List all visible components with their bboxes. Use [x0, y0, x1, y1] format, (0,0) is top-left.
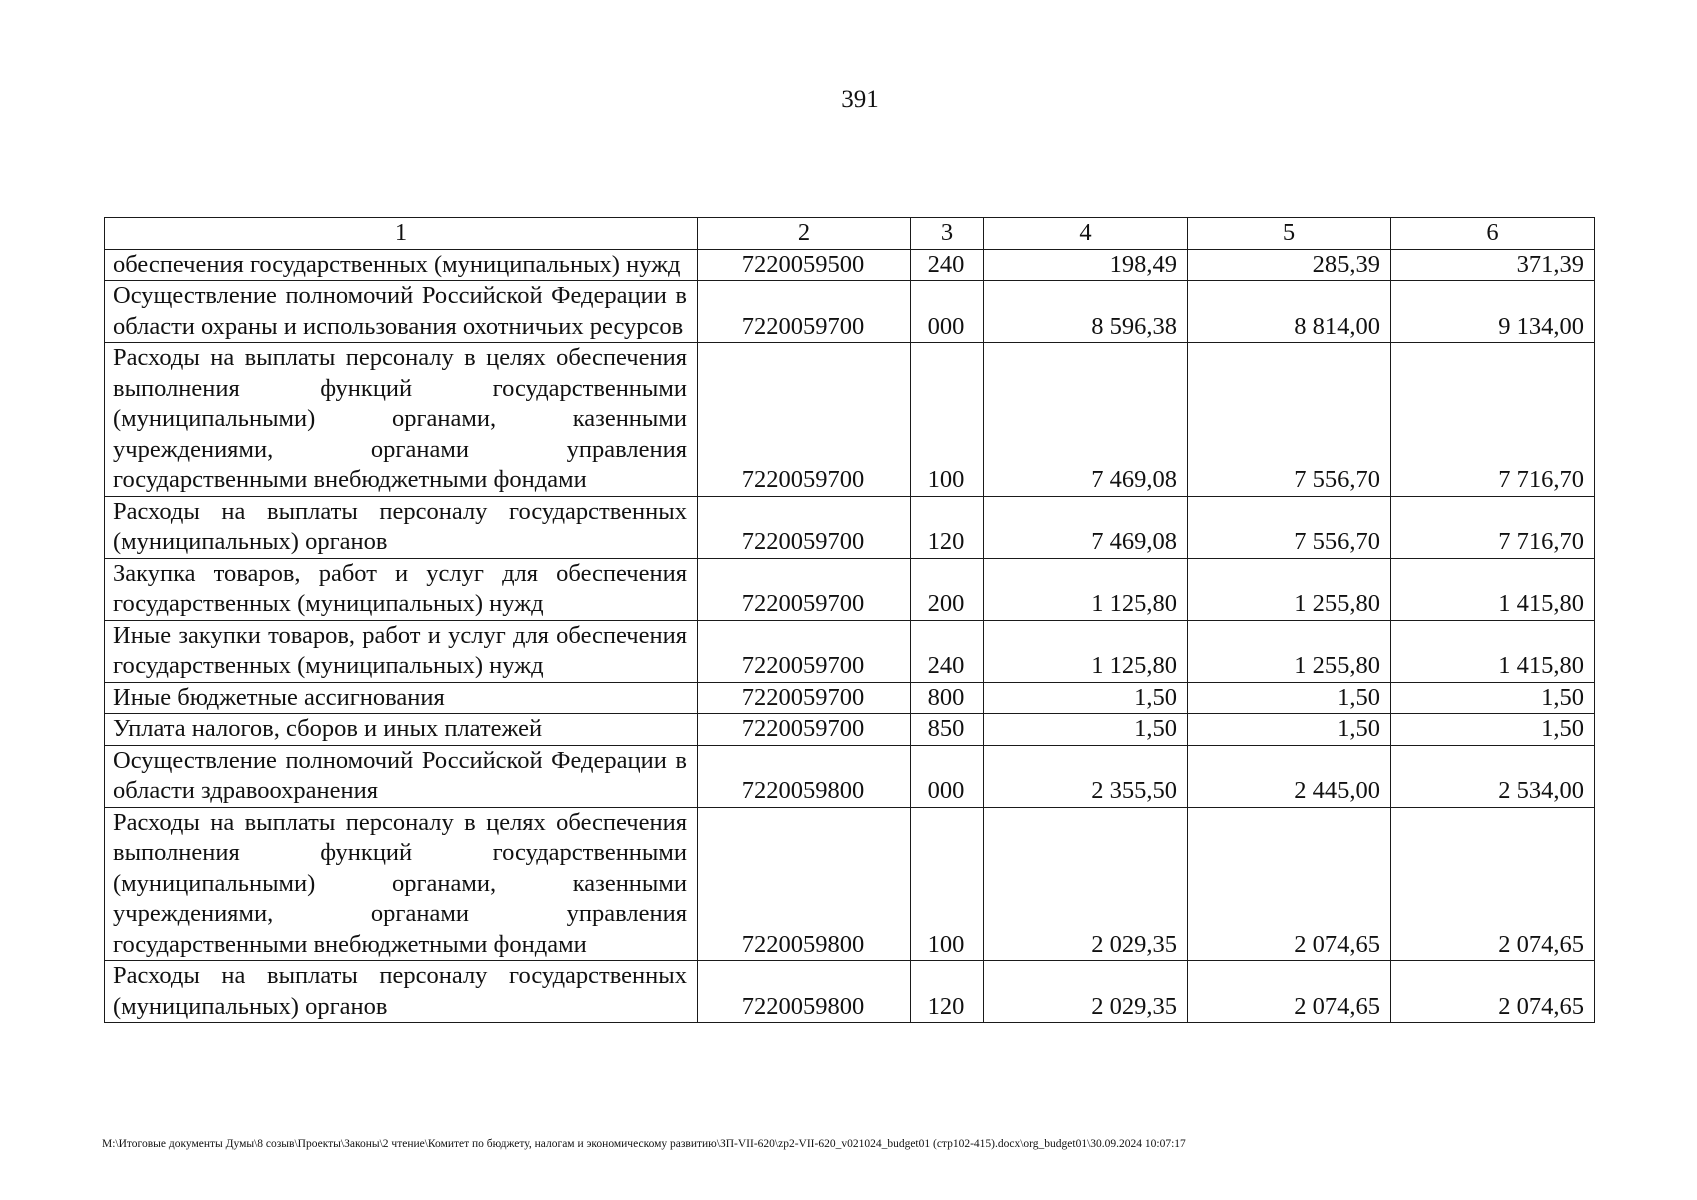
row-name: Осуществление полномочий Российской Федерации в области охраны и использования охотничьих ресурсов [105, 281, 698, 343]
table-row [105, 496, 1595, 558]
row-target-code: 7220059700 [698, 620, 911, 682]
row-expense-type: 000 [911, 281, 984, 343]
row-value-col5: 1 255,80 [1188, 558, 1391, 620]
column-header-3: 3 [911, 218, 984, 250]
table-header-row [105, 218, 1595, 250]
row-value-col5: 7 556,70 [1188, 496, 1391, 558]
row-target-code: 7220059700 [698, 714, 911, 746]
column-header-4: 4 [984, 218, 1188, 250]
row-target-code: 7220059700 [698, 343, 911, 497]
table-row [105, 343, 1595, 497]
row-name: Осуществление полномочий Российской Федерации в области здравоохранения [105, 745, 698, 807]
row-target-code: 7220059700 [698, 281, 911, 343]
row-target-code: 7220059700 [698, 682, 911, 714]
row-value-col4: 2 355,50 [984, 745, 1188, 807]
row-target-code: 7220059800 [698, 745, 911, 807]
budget-table [104, 217, 1595, 1023]
column-header-6: 6 [1391, 218, 1595, 250]
row-name: Расходы на выплаты персоналу в целях обеспечения выполнения функций государственными (муниципальными) органами, казенными учреждениями, органами управления государственными внебюджетными фондами [105, 807, 698, 961]
table-row [105, 807, 1595, 961]
row-value-col4: 1 125,80 [984, 620, 1188, 682]
row-name: Закупка товаров, работ и услуг для обеспечения государственных (муниципальных) нужд [105, 558, 698, 620]
row-target-code: 7220059500 [698, 249, 911, 281]
row-value-col6: 2 074,65 [1391, 961, 1595, 1023]
column-header-1: 1 [105, 218, 698, 250]
table-row [105, 558, 1595, 620]
row-value-col4: 1,50 [984, 714, 1188, 746]
row-expense-type: 100 [911, 343, 984, 497]
row-value-col5: 2 074,65 [1188, 807, 1391, 961]
row-value-col5: 2 074,65 [1188, 961, 1391, 1023]
document-file-path: M:\Итоговые документы Думы\8 созыв\Проекты\Законы\2 чтение\Комитет по бюджету, налогам и экономическому развитию\ЗП-VII-620\zp2-VII-620_v021024_budget01 (стр102-415).docx\org_budget01\30.09.2024 10:07:17 [102, 1138, 1186, 1150]
row-expense-type: 850 [911, 714, 984, 746]
row-value-col4: 8 596,38 [984, 281, 1188, 343]
row-value-col6: 1,50 [1391, 714, 1595, 746]
row-target-code: 7220059800 [698, 807, 911, 961]
row-expense-type: 120 [911, 496, 984, 558]
row-name: Иные закупки товаров, работ и услуг для обеспечения государственных (муниципальных) нужд [105, 620, 698, 682]
row-name: Расходы на выплаты персоналу государственных (муниципальных) органов [105, 961, 698, 1023]
row-value-col4: 7 469,08 [984, 343, 1188, 497]
row-value-col6: 9 134,00 [1391, 281, 1595, 343]
row-value-col6: 2 534,00 [1391, 745, 1595, 807]
row-expense-type: 100 [911, 807, 984, 961]
column-header-5: 5 [1188, 218, 1391, 250]
row-value-col4: 1,50 [984, 682, 1188, 714]
row-value-col6: 1,50 [1391, 682, 1595, 714]
row-value-col6: 371,39 [1391, 249, 1595, 281]
row-expense-type: 240 [911, 249, 984, 281]
row-value-col5: 1,50 [1188, 682, 1391, 714]
table-row [105, 714, 1595, 746]
row-name: Расходы на выплаты персоналу государственных (муниципальных) органов [105, 496, 698, 558]
table-row [105, 620, 1595, 682]
row-value-col4: 198,49 [984, 249, 1188, 281]
table-row [105, 249, 1595, 281]
row-expense-type: 200 [911, 558, 984, 620]
row-value-col5: 1,50 [1188, 714, 1391, 746]
row-value-col5: 2 445,00 [1188, 745, 1391, 807]
row-value-col5: 1 255,80 [1188, 620, 1391, 682]
row-target-code: 7220059800 [698, 961, 911, 1023]
column-header-2: 2 [698, 218, 911, 250]
row-value-col6: 1 415,80 [1391, 558, 1595, 620]
row-name: обеспечения государственных (муниципальных) нужд [105, 249, 698, 281]
row-value-col4: 1 125,80 [984, 558, 1188, 620]
row-name: Иные бюджетные ассигнования [105, 682, 698, 714]
row-expense-type: 240 [911, 620, 984, 682]
table-row [105, 281, 1595, 343]
row-value-col4: 7 469,08 [984, 496, 1188, 558]
row-value-col6: 1 415,80 [1391, 620, 1595, 682]
row-value-col5: 285,39 [1188, 249, 1391, 281]
table-row [105, 961, 1595, 1023]
row-value-col6: 7 716,70 [1391, 496, 1595, 558]
row-expense-type: 800 [911, 682, 984, 714]
row-value-col6: 2 074,65 [1391, 807, 1595, 961]
row-expense-type: 120 [911, 961, 984, 1023]
row-value-col4: 2 029,35 [984, 807, 1188, 961]
row-target-code: 7220059700 [698, 558, 911, 620]
page-number: 391 [841, 86, 879, 113]
row-value-col4: 2 029,35 [984, 961, 1188, 1023]
table-row [105, 682, 1595, 714]
row-name: Расходы на выплаты персоналу в целях обеспечения выполнения функций государственными (муниципальными) органами, казенными учреждениями, органами управления государственными внебюджетными фондами [105, 343, 698, 497]
row-target-code: 7220059700 [698, 496, 911, 558]
row-name: Уплата налогов, сборов и иных платежей [105, 714, 698, 746]
row-value-col5: 7 556,70 [1188, 343, 1391, 497]
table-row [105, 745, 1595, 807]
row-expense-type: 000 [911, 745, 984, 807]
row-value-col5: 8 814,00 [1188, 281, 1391, 343]
row-value-col6: 7 716,70 [1391, 343, 1595, 497]
